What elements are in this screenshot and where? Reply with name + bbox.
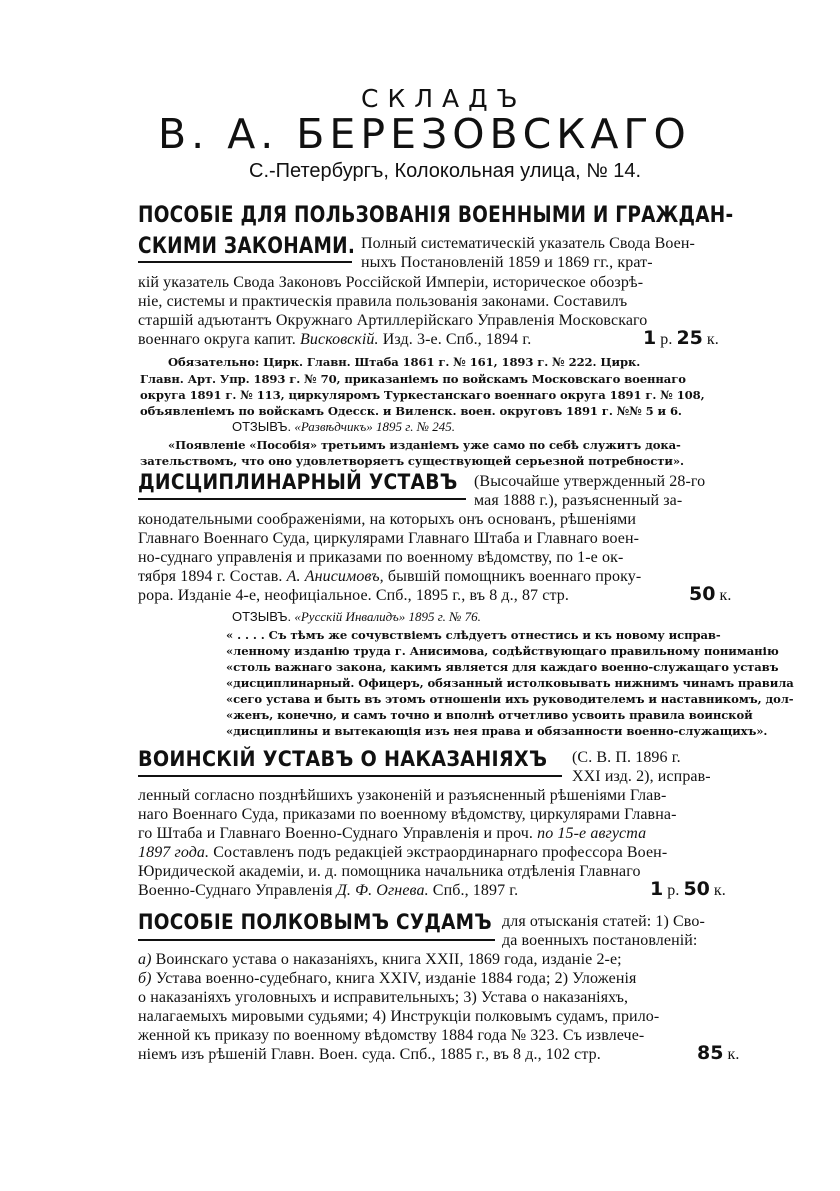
entry1-review-line: зательствомъ, что оно удовлетворяетъ существующей серьезной потребности». [140,454,684,468]
entry1-line [138,331,531,349]
entry1-price-kop-unit: к. [706,331,719,348]
entry1-line-start: военнаго округа капит. [138,331,296,348]
entry4-line [138,951,622,969]
entry3-line-start: го Штаба и Главнаго Военно-Суднаго Управленія и проч. [138,825,534,842]
entry2-underline [138,498,466,500]
entry4-line: да военныхъ постановленій: [502,932,698,949]
entry1-review [232,419,455,435]
entry1-line: старшій адъютантъ Окружнаго Артиллерійскаго Управленія Московскаго [138,312,648,329]
entry3-line [138,825,646,843]
entry4-line: для отысканія статей: 1) Сво- [502,913,705,930]
entry3-underline [138,775,562,777]
entry2-review-line: «сего устава и быть въ этомъ отношеніи ихъ руководителемъ и наставникомъ, дол- [226,692,794,706]
entry3-price-kop: 50 [683,878,710,900]
entry4-marker-a: а) [138,951,152,968]
entry1-note: округа 1891 г. № 113, циркуляромъ Туркестанскаго военнаго округа 1891 г. № 108, [140,388,705,402]
entry4-line-rest: Воинскаго устава о наказаніяхъ, книга XXII, 1869 года, изданіе 2-е; [155,951,622,968]
entry1-line: кій указатель Свода Законовъ Россійской Имперіи, историческое обозрѣ- [138,274,644,291]
entry4-price-kop: 85 [697,1042,724,1064]
address: С.-Петербургъ, Колокольная улица, № 14. [249,160,642,182]
entry4-line: ніемъ изъ рѣшеній Главн. Воен. суда. Спб., 1885 г., въ 8 д., 102 стр. [138,1046,601,1063]
entry3-line-start: Военно-Суднаго Управленія [138,882,333,899]
entry1-review-source: «Развѣдчикъ» 1895 г. № 245. [294,419,455,434]
entry4-line: о наказаніяхъ уголовныхъ и исправительныхъ; 3) Устава о наказаніяхъ, [138,989,629,1006]
entry3-price-rub: 1 [650,878,664,900]
entry2-author: А. Анисимовъ, [286,568,384,585]
entry2-review-line: « . . . . Съ тѣмъ же сочувствіемъ слѣдуетъ отнестись и къ новому исправ- [226,628,721,642]
entry3-price-rub-unit: р. [667,882,680,899]
entry2-review-source: «Русскій Инвалидъ» 1895 г. № 76. [294,609,481,624]
entry4-line [138,970,637,988]
entry3-line: XXI изд. 2), исправ- [572,768,711,785]
entry1-note: Обязательно: Цирк. Главн. Штаба 1861 г. № 161, 1893 г. № 222. Цирк. [168,355,641,369]
entry2-line-rest: бывшій помощникъ военнаго проку- [387,568,642,585]
entry3-price-kop-unit: к. [713,882,726,899]
entry1-line: ніе, системы и практическія правила пользованія законами. Составилъ [138,293,628,310]
entry3-line: Юридической академіи, и. д. помощника начальника отдѣленія Главнаго [138,863,641,880]
entry1-edition: Изд. 3-е. Спб., 1894 г. [382,331,532,348]
entry1-price-rub-unit: р. [660,331,673,348]
entry1-review-label: ОТЗЫВЪ. [232,419,292,434]
entry1-review-line: «Появленіе «Пособія» третьимъ изданіемъ уже само по себѣ служитъ дока- [168,438,681,452]
entry4-line: женной къ приказу по военному вѣдомству 1884 года № 323. Съ извлече- [138,1027,645,1044]
entry3-line [138,844,667,862]
entry2-review [232,609,481,625]
entry3-line: наго Военнаго Суда, приказами по военному вѣдомству, циркулярами Главна- [138,806,677,823]
entry4-line: налагаемыхъ мировыми судьями; 4) Инструкціи полковымъ судамъ, прило- [138,1008,660,1025]
entry4-line-rest: Устава военно-судебнаго, книга XXIV, изданіе 1884 года; 2) Уложенія [155,970,637,987]
entry4-price [697,1042,739,1064]
entry3-line-rest: Составленъ подъ редакціей экстраординарнаго профессора Воен- [213,844,668,861]
owner-name: В. А. БЕРЕЗОВСКАГО [158,110,691,158]
entry2-price-kop: 50 [689,583,716,605]
entry2-price [689,583,731,605]
entry2-line: но-суднаго управленія и приказами по военному вѣдомству, по 1-е ок- [138,549,624,566]
entry1-underline [138,261,352,263]
entry2-title: ДИСЦИПЛИНАРНЫЙ УСТАВЪ [138,470,458,495]
entry2-line: рора. Изданіе 4-е, неофиціальное. Спб., 1895 г., въ 8 д., 87 стр. [138,587,569,604]
entry2-line: (Высочайше утвержденный 28-го [474,473,706,490]
entry1-price [643,327,719,349]
entry1-line: Полный систематическій указатель Свода Воен- [361,235,695,252]
entry3-line [138,882,518,900]
entry4-marker-b: б) [138,970,152,987]
entry2-price-kop-unit: к. [719,587,732,604]
entry1-title-line1: ПОСОБІЕ ДЛЯ ПОЛЬЗОВАНІЯ ВОЕННЫМИ И ГРАЖДАН- [138,203,734,228]
entry2-review-line: «женъ, конечно, и самъ точно и вполнѣ отчетливо усвоить правила воинской [226,708,753,722]
entry2-line-start: тября 1894 г. Состав. [138,568,283,585]
entry2-review-line: «столь важнаго закона, какимъ является для каждаго военно-служащаго уставъ [226,660,779,674]
entry4-underline [138,939,495,941]
entry1-line: ныхъ Постановленій 1859 и 1869 гг., крат- [361,254,653,271]
entry3-price [650,878,726,900]
entry1-title-line2: СКИМИ ЗАКОНАМИ. [138,234,356,259]
entry1-author: Висковскій. [300,331,379,348]
entry3-line: (С. В. П. 1896 г. [572,749,681,766]
entry2-review-line: «ленному изданію труда г. Анисимова, содѣйствующаго правильному пониманію [226,644,779,658]
entry1-note: Главн. Арт. Упр. 1893 г. № 70, приказаніемъ по войскамъ Московскаго военнаго [140,372,686,386]
entry3-edition: Спб., 1897 г. [432,882,519,899]
entry3-year: 1897 года. [138,844,210,861]
entry2-review-line: «дисциплинарный. Офицеръ, обязанный истолковывать нижнимъ чинамъ правила [226,676,794,690]
entry2-review-label: ОТЗЫВЪ. [232,609,292,624]
entry2-line: конодательными соображеніями, на которыхъ онъ основанъ, рѣшеніями [138,511,637,528]
store-heading: СКЛАДЪ [361,84,527,113]
entry3-author: Д. Ф. Огнева. [336,882,429,899]
entry2-review-line: «дисциплины и вытекающія изъ нея права и обязанности военно-служащихъ». [226,724,768,738]
entry1-price-rub: 1 [643,327,657,349]
entry1-price-kop: 25 [676,327,703,349]
entry3-line: ленный согласно позднѣйшихъ узаконеній и разъясненный рѣшеніями Глав- [138,787,667,804]
entry2-line: мая 1888 г.), разъясненный за- [474,492,683,509]
entry2-line: Главнаго Военнаго Суда, циркулярами Главнаго Штаба и Главнаго воен- [138,530,640,547]
entry3-title: ВОИНСКІЙ УСТАВЪ О НАКАЗАНІЯХЪ [138,747,548,772]
entry3-date: по 15-е августа [537,825,647,842]
entry2-line [138,568,641,586]
entry1-note: объявленіемъ по войскамъ Одесск. и Виленск. воен. округовъ 1891 г. №№ 5 и 6. [140,404,682,418]
entry4-price-kop-unit: к. [727,1046,740,1063]
entry4-title: ПОСОБІЕ ПОЛКОВЫМЪ СУДАМЪ [138,910,492,935]
